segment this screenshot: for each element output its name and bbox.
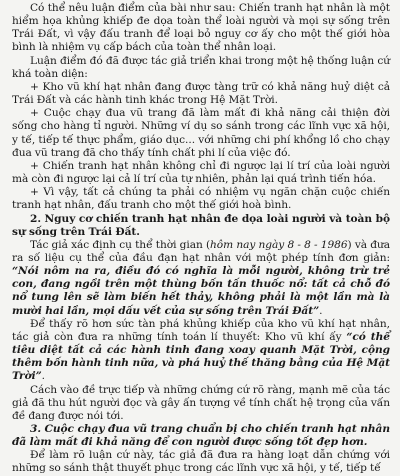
italic-date: hôm nay ngày 8 - 8 - 1986 bbox=[210, 238, 348, 251]
paragraph-time-and-figures bbox=[12, 239, 390, 318]
paragraph-evidence: Để làm rõ luận cứ này, tác giả đã đưa ra hàng loạt dẫn chứng với những so sánh thật thuyết phục trong các lĩnh vực xã hội, y tế, tiếp tế bbox=[12, 449, 390, 475]
section-heading-3 bbox=[12, 423, 390, 449]
text-segment: . bbox=[319, 304, 323, 317]
text-segment: ) và đưa ra số liệu cụ thể của đầu đạn hạt nhân với một phép tính đơn giản: bbox=[12, 238, 390, 264]
heading-text: Cuộc chạy đua vũ trang chuẩn bị cho chiến tranh hạt nhân đã làm mất đi khả năng để con người được sống tốt đẹp hơn. bbox=[12, 423, 390, 449]
list-item-arsenal: + Kho vũ khí hạt nhân đang được tàng trữ có khả năng huỷ diệt cả Trái Đất và các hành tinh khác trong Hệ Mặt Trời. bbox=[12, 80, 390, 107]
quotation: “Nói nôm na ra, điều đó có nghĩa là mỗi người, không trừ trẻ con, đang ngồi trên một thùng bốn tấn thuốc nổ: tất cả chỗ đó nổ tung lên sẽ làm biến hết thảy, không phải là một lần mà là mười hai lần, mọi dấu vết của sự sống trên Trái Đất” bbox=[12, 265, 390, 317]
paragraph-destructive-power bbox=[12, 318, 390, 384]
section-heading-2: 2. Nguy cơ chiến tranh hạt nhân đe dọa loài người và toàn bộ sự sống trên Trái Đất. bbox=[12, 212, 390, 238]
list-item-against-reason: + Chiến tranh hạt nhân không chỉ đi ngược lại lí trí của loài người mà còn đi ngược lại cả lí trí của tự nhiên, phản lại quá trình tiến hóa. bbox=[12, 159, 390, 186]
list-item-duty: + Vì vậy, tất cả chúng ta phải có nhiệm vụ ngăn chặn cuộc chiến tranh hạt nhân, đấu tranh cho một thế giới hoà bình. bbox=[12, 186, 390, 212]
paragraph-argument-intro: Luận điểm đó đã được tác giả triển khai trong một hệ thống luận cứ khá toàn diện: bbox=[12, 54, 390, 80]
text-segment: Để thấy rõ hơn sức tàn phá khủng khiếp của kho vũ khí hạt nhân, tác giả còn đưa ra những tính toán lí thuyết: Kho vũ khí ấy bbox=[12, 317, 390, 343]
quotation: “có thể tiêu diệt tất cả các hành tinh đang xoay quanh Mặt Trời, cộng thêm bốn hành tinh nữa, và phá huỷ thế thăng bằng của Hệ Mặt Trời” bbox=[12, 330, 390, 383]
list-item-arms-race: + Cuộc chạy đua vũ trang đã làm mất đi khả năng cải thiện đời sống cho hàng tỉ người. Những ví dụ so sánh trong các lĩnh vực xã hội, y tế, tiếp tế thực phẩm, giáo dục... với những chi phí khổng lồ cho chạy đua vũ trang đã cho thấy tính chất phi lí của việc đó. bbox=[12, 107, 390, 159]
text-segment: . bbox=[41, 370, 45, 383]
heading-number: 3. bbox=[30, 423, 45, 435]
paragraph-opening-effect: Cách vào đề trực tiếp và những chứng cứ rõ ràng, mạnh mẽ của tác giả đã thu hút người đọc và gây ấn tượng về tính chất hệ trọng của vấn đề đang được nói tới. bbox=[12, 383, 390, 422]
text-segment: Tác giả xác định cụ thể thời gian ( bbox=[30, 238, 211, 251]
paragraph-thesis: Có thể nêu luận điểm của bài như sau: Chiến tranh hạt nhân là một hiểm họa khủng khiếp đe dọa toàn thể loài người và mọi sự sống trên Trái Đất, vì vậy đấu tranh để loại bỏ nguy cơ ấy cho một thế giới hòa bình là nhiệm vụ cấp bách của toàn thể nhân loại. bbox=[12, 2, 390, 54]
